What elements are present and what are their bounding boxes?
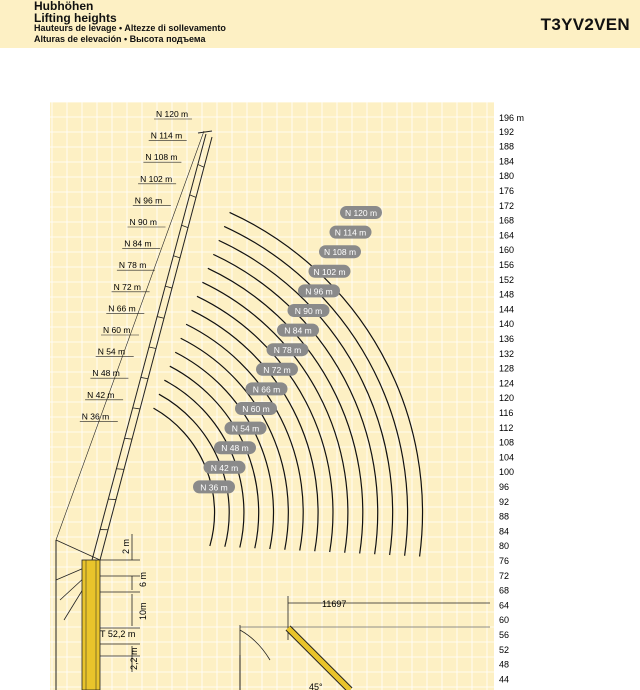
jib-length-label: N 66 m	[108, 303, 136, 314]
jib-length-label: N 96 m	[134, 195, 163, 206]
y-tick-label: 168	[499, 215, 515, 226]
y-tick-label: 88	[499, 511, 510, 522]
y-tick-label: 144	[499, 304, 515, 315]
jib-length-label: N 120 m	[156, 109, 189, 119]
y-tick-label: 64	[499, 600, 510, 611]
curve-label: N 114 m	[334, 227, 367, 238]
curve-label: N 60 m	[242, 404, 270, 414]
y-tick-label: 92	[499, 496, 510, 507]
curve-label: N 36 m	[200, 482, 228, 493]
y-tick-label: 96	[499, 482, 510, 492]
y-tick-label: 136	[499, 334, 515, 344]
y-tick-label: 172	[499, 200, 515, 211]
y-tick-label: 108	[499, 437, 515, 448]
y-tick-label: 52	[499, 644, 510, 655]
dim-6m: 6 m	[138, 571, 148, 587]
jib-length-label: N 60 m	[103, 325, 131, 335]
y-tick-label: 120	[499, 393, 515, 404]
dim-10m: 10m	[138, 602, 148, 620]
curve-label: N 78 m	[273, 345, 302, 356]
jib-length-label: N 54 m	[97, 346, 126, 357]
curve-label: N 90 m	[294, 306, 323, 316]
jib-length-label: N 48 m	[92, 368, 120, 379]
curve-label: N 108 m	[323, 247, 357, 258]
y-tick-label: 112	[499, 422, 514, 433]
y-tick-label: 148	[499, 289, 515, 300]
y-tick-label: 184	[499, 156, 515, 167]
y-tick-label: 124	[499, 378, 515, 389]
y-tick-label: 192	[499, 126, 515, 137]
jib-length-label: N 102 m	[140, 173, 173, 184]
jib-length-label: N 72 m	[113, 281, 142, 292]
y-tick-label: 188	[499, 141, 515, 152]
y-tick-label: 80	[499, 541, 510, 552]
y-tick-label: 128	[499, 363, 515, 374]
model-code: T3YV2VEN	[540, 15, 630, 34]
tower-label: T 52,2 m	[100, 629, 136, 639]
y-tick-label: 160	[499, 245, 515, 256]
radius-label: 11697	[322, 599, 347, 609]
y-tick-label: 180	[499, 171, 515, 182]
y-tick-label: 140	[499, 319, 515, 330]
jib-length-label: N 36 m	[81, 411, 110, 422]
y-tick-label: 104	[499, 452, 515, 463]
curve-label: N 42 m	[210, 462, 239, 473]
y-tick-label: 84	[499, 526, 510, 537]
jib-length-label: N 108 m	[145, 152, 178, 163]
y-axis	[499, 113, 524, 684]
y-tick-label: 56	[499, 630, 510, 640]
curve-label: N 54 m	[231, 423, 260, 434]
curve-label: N 120 m	[344, 208, 378, 218]
y-tick-label: 72	[499, 570, 510, 581]
title-en: Lifting heights	[34, 11, 117, 25]
jib-length-label: N 114 m	[150, 130, 183, 141]
curve-label: N 96 m	[305, 286, 333, 297]
y-tick-label: 44	[499, 674, 510, 685]
y-tick-label: 132	[499, 348, 515, 359]
curve-label: N 84 m	[284, 325, 312, 336]
curve-label: N 66 m	[252, 384, 281, 395]
y-tick-label: 100	[499, 467, 515, 478]
jib-length-label: N 90 m	[129, 217, 157, 227]
jib-length-label: N 42 m	[87, 389, 115, 400]
y-tick-label: 176	[499, 186, 515, 196]
jib-length-label: N 78 m	[118, 260, 147, 271]
y-tick-label: 68	[499, 585, 510, 596]
y-tick-label: 76	[499, 556, 510, 566]
y-tick-label: 48	[499, 659, 510, 670]
y-tick-label: 156	[499, 260, 515, 270]
y-tick-label: 152	[499, 274, 515, 285]
angle-label: 45°	[309, 682, 323, 690]
dim-2m: 2 m	[121, 538, 131, 554]
curve-label: N 48 m	[221, 443, 249, 454]
y-top-label: 196 m	[499, 113, 525, 123]
y-tick-label: 164	[499, 230, 515, 241]
subtitle-es-ru: Alturas de elevación • Высота подъема	[34, 34, 206, 44]
curve-label: N 72 m	[263, 364, 291, 375]
y-tick-label: 60	[499, 615, 510, 626]
curve-label: N 102 m	[313, 266, 346, 277]
title-de: Hubhöhen	[34, 0, 94, 13]
y-tick-label: 116	[499, 408, 514, 418]
subtitle-fr-it: Hauteurs de levage • Altezze di sollevamento	[34, 23, 226, 33]
jib-length-label: N 84 m	[124, 238, 152, 249]
dim-2-2m: 2,2 m	[129, 647, 139, 670]
